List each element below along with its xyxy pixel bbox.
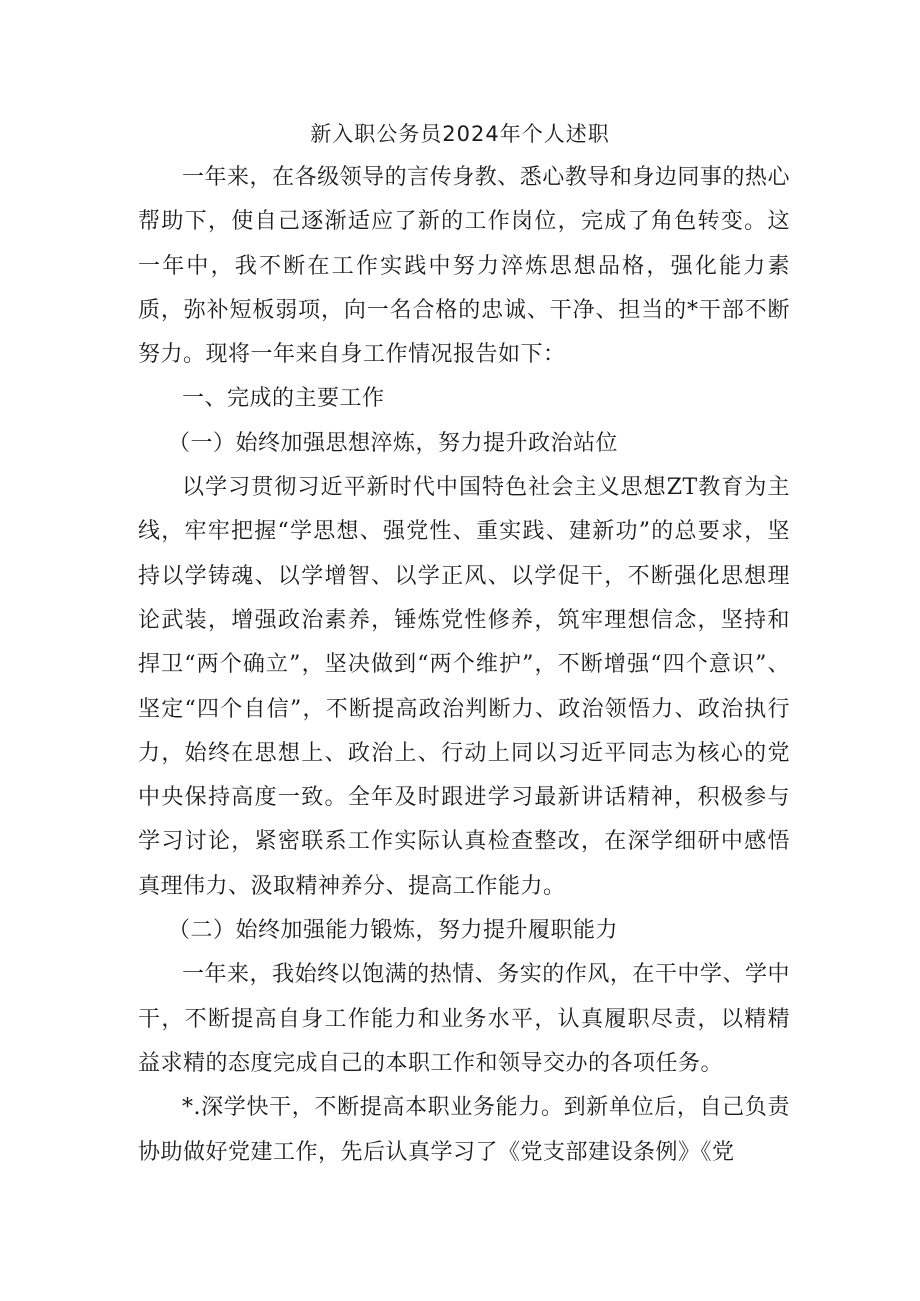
subsection-heading-ideology: （一）始终加强思想淬炼，努力提升政治站位 <box>168 430 619 456</box>
ideology-paragraph: 以学习贯彻习近平新时代中国特色社会主义思想ZT教育为主线，牢牢把握“学思想、强党性、重实践、建新功”的总要求，坚持以学铸魂、以学增智、以学正风、以学促干，不断强化思想理论武装，增强政治素养，锤炼党性修养，筑牢理想信念，坚持和捍卫“两个确立”，坚决做到“两个维护”，不断增强“四个意识”、坚定“四个自信”，不断提高政治判断力、政治领悟力、政治执行力，始终在思想上、政治上、行动上同以习近平同志为核心的党中央保持高度一致。全年及时跟进学习最新讲话精神，积极参与学习讨论，紧密联系工作实际认真检查整改，在深学细研中感悟真理伟力、汲取精神养分、提高工作能力。 <box>138 475 790 899</box>
subsection-heading-capability: （二）始终加强能力锻炼，努力提升履职能力 <box>168 918 619 944</box>
intro-paragraph: 一年来，在各级领导的言传身教、悉心教导和身边同事的热心帮助下，使自己逐渐适应了新的工作岗位，完成了角色转变。这一年中，我不断在工作实践中努力淬炼思想品格，强化能力素质，弥补短板弱项，向一名合格的忠诚、干净、担当的*干部不断努力。现将一年来自身工作情况报告如下： <box>138 165 790 368</box>
party-work-paragraph: *.深学快干，不断提高本职业务能力。到新单位后，自己负责协助做好党建工作，先后认真学习了《党支部建设条例》《党 <box>138 1095 790 1165</box>
document-title: 新入职公务员2024年个人述职 <box>310 122 610 146</box>
capability-paragraph: 一年来，我始终以饱满的热情、务实的作风，在干中学、学中干，不断提高自身工作能力和业务水平，认真履职尽责，以精精益求精的态度完成自己的本职工作和领导交办的各项任务。 <box>138 962 790 1076</box>
section-heading-main-work: 一、完成的主要工作 <box>182 386 385 412</box>
document-body <box>138 156 790 1175</box>
